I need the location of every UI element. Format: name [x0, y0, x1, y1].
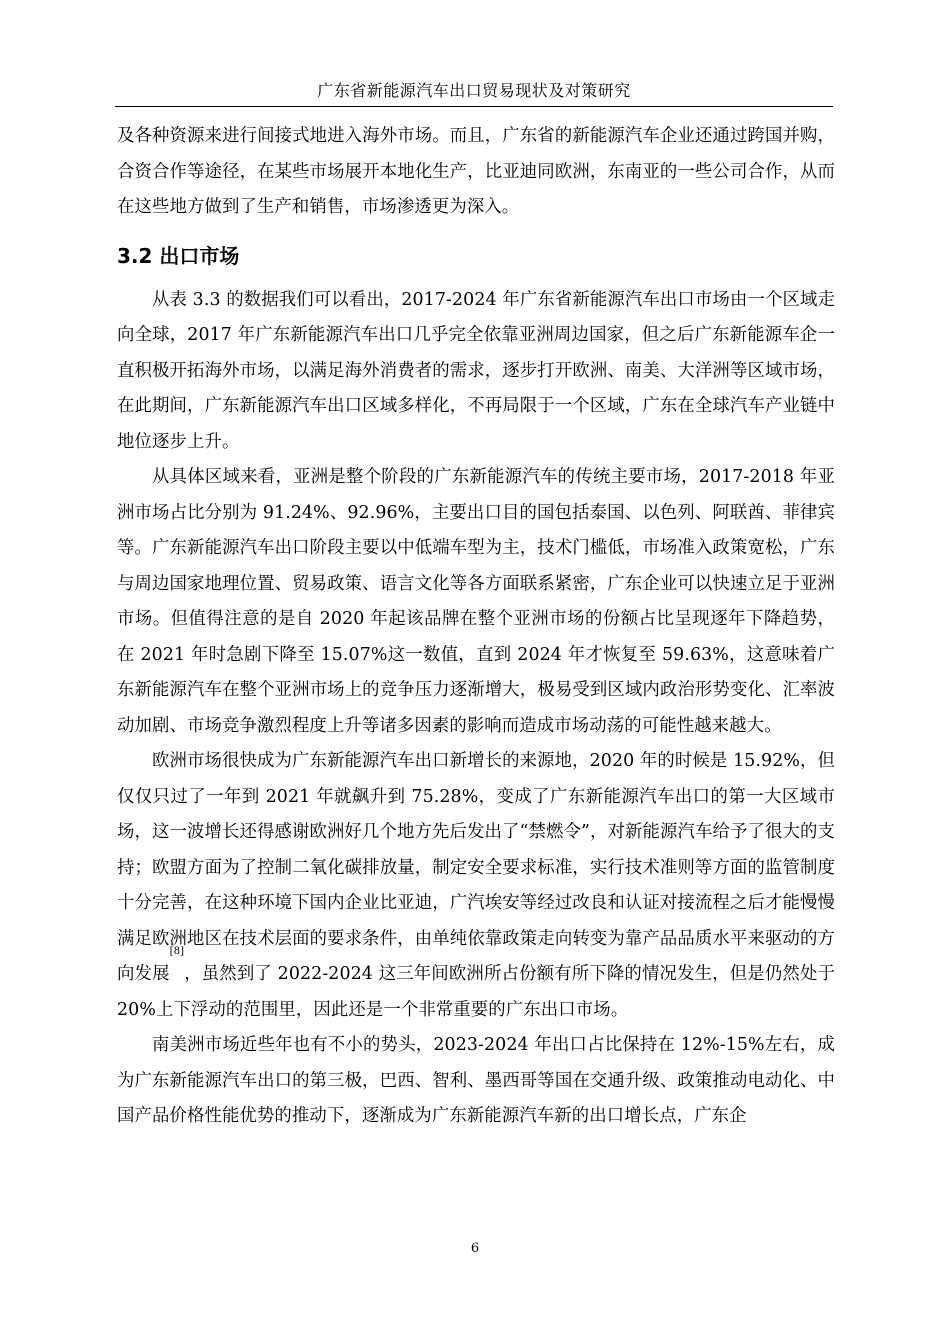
citation-ref[interactable]: [8] — [169, 946, 185, 957]
paragraph-continued: 及各种资源来进行间接式地进入海外市场。而且，广东省的新能源汽车企业还通过跨国并购，合资合作等途径，在某些市场展开本地化生产，比亚迪同欧洲，东南亚的一些公司合作，从而在这些地方做到了生产和销售，市场渗透更为深入。 — [117, 126, 835, 217]
paragraph-asia: 从具体区域来看，亚洲是整个阶段的广东新能源汽车的传统主要市场，2017-2018 年亚洲市场占比分别为 91.24%、92.96%，主要出口目的国包括泰国、以色列、阿联酋、菲律宾等。广东新能源汽车出口阶段主要以中低端车型为主，技术门槛低，市场准入政策宽松，广东与周边国家地理位置、贸易政策、语言文化等各方面联系紧密，广东企业可以快速立足于亚洲市场。但值得注意的是自 2020 年起该品牌在整个亚洲市场的份额占比呈现逐年下降趋势，在 2021 年时急剧下降至 15.07%这一数值，直到 2024 年才恢复至 59.63%，这意味着广东新能源汽车在整个亚洲市场上的竞争压力逐渐增大，极易受到区域内政治形势变化、汇率波动加剧、市场竞争激烈程度上升等诸多因素的影响而造成市场动荡的可能性越来越大。 — [117, 467, 835, 736]
paragraph-overview: 从表 3.3 的数据我们可以看出，2017-2024 年广东省新能源汽车出口市场由一个区域走向全球，2017 年广东新能源汽车出口几乎完全依靠亚洲周边国家，但之后广东新能源车企一直积极开拓海外市场，以满足海外消费者的需求，逐步打开欧洲、南美、大洋洲等区域市场，在此期间，广东新能源汽车出口区域多样化，不再局限于一个区域，广东在全球汽车产业链中地位逐步上升。 — [117, 289, 835, 452]
running-header: 广东省新能源汽车出口贸易现状及对策研究 — [317, 81, 631, 100]
section-heading: 3.2 出口市场 — [117, 243, 240, 268]
paragraph-europe-text-1: 欧洲市场很快成为广东新能源汽车出口新增长的来源地，2020 年的时候是 15.92%，但仅仅只过了一年到 2021 年就飙升到 75.28%，变成了广东新能源汽车出口的第一大区域市场，这一波增长还得感谢欧洲好几个地方先后发出了“禁燃令”，对新能源汽车给予了很大的支持；欧盟方面为了控制二氧化碳排放量，制定安全要求标准，实行技术准则等方面的监管制度十分完善，在这种环境下国内企业比亚迪，广汽埃安等经过改良和认证对接流程之后才能慢慢满足欧洲地区在技术层面的要求条件，由单纯依靠政策走向转变为靠产品品质水平来驱动的方向发展 — [117, 751, 835, 984]
paragraph-south-america: 南美洲市场近些年也有不小的势头，2023-2024 年出口占比保持在 12%-15%左右，成为广东新能源汽车出口的第三极，巴西、智利、墨西哥等国在交通升级、政策推动电动化、中国产品价格性能优势的推动下，逐渐成为广东新能源汽车新的出口增长点，广东企 — [117, 1035, 835, 1126]
header-rule — [115, 106, 833, 107]
paragraph-europe — [117, 744, 835, 1028]
paragraph-europe-text-2: ，虽然到了 2022-2024 这三年间欧洲所占份额有所下降的情况发生，但是仍然处于 20%上下浮动的范围里，因此还是一个非常重要的广东出口市场。 — [117, 964, 835, 1020]
page-number: 6 — [470, 1241, 480, 1256]
page-body — [117, 119, 835, 1135]
